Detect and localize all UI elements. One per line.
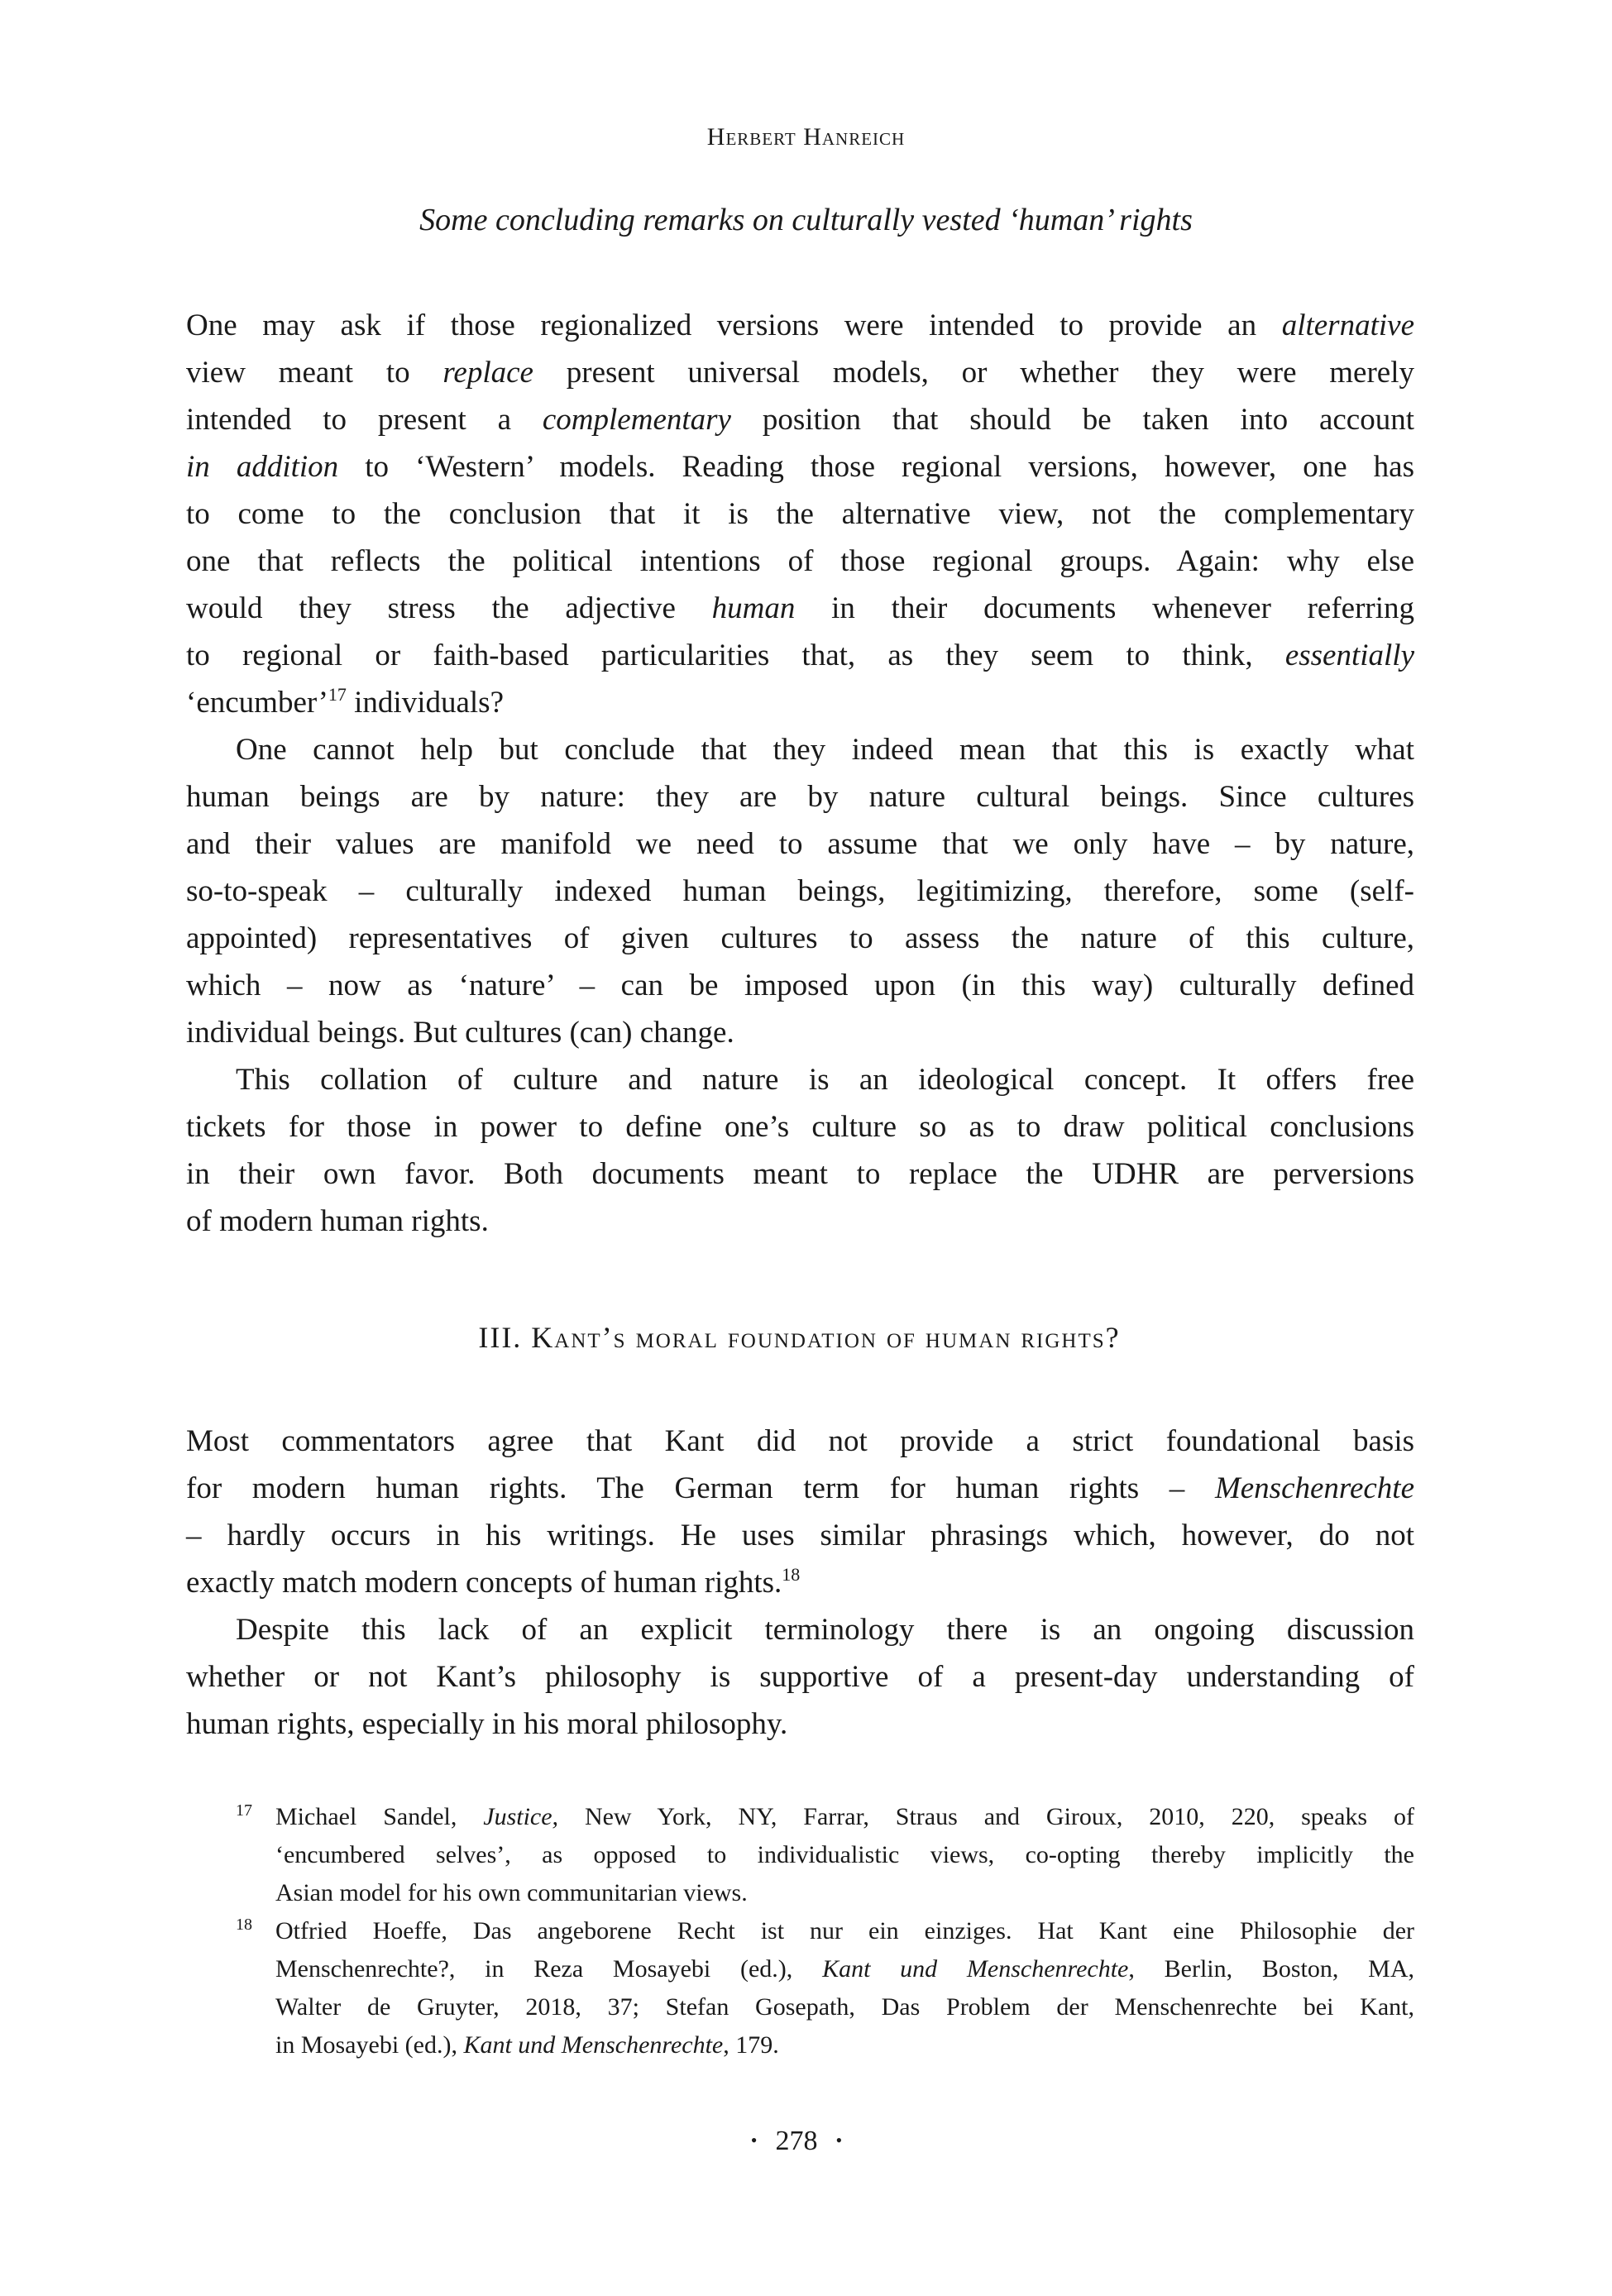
text-line: human beings are by nature: they are by nature cultural beings. Since cultures <box>186 780 1414 814</box>
text-line: One cannot help but conclude that they indeed mean that this is exactly what <box>236 733 1414 767</box>
paragraph <box>186 302 1414 726</box>
text-line: exactly match modern concepts of human rights.$^{18}$ <box>186 1564 801 1600</box>
text-line: appointed) representatives of given cultures to assess the nature of this culture, <box>186 921 1414 955</box>
section-heading: III. Kant’s moral foundation of human rights? <box>478 1321 1121 1354</box>
text-line: so-to-speak – culturally indexed human beings, legitimizing, therefore, some (self- <box>186 874 1414 908</box>
footnote <box>236 1798 1414 1912</box>
section1-body <box>186 302 1414 1245</box>
emphasis: replace <box>442 356 533 390</box>
emphasis: Kant und Menschenrechte <box>822 1955 1129 1983</box>
footnote-number: 18 <box>236 1916 252 1934</box>
text-line: Otfried Hoeffe, Das angeborene Recht ist nur ein einziges. Hat Kant eine Philosophie der <box>275 1917 1414 1944</box>
text-line: and their values are manifold we need to assume that we only have – by nature, <box>186 827 1414 861</box>
text-line: Asian model for his own communitarian views. <box>275 1879 748 1906</box>
text-line: to come to the conclusion that it is the alternative view, not the complementary <box>186 497 1414 531</box>
text-line: Despite this lack of an explicit terminology there is an ongoing discussion <box>236 1613 1414 1647</box>
text-line: of modern human rights. <box>186 1204 489 1238</box>
text-line: Most commentators agree that Kant did not provide a strict foundational basis <box>186 1424 1414 1458</box>
footnote-number: 17 <box>236 1801 252 1820</box>
paragraph <box>186 726 1414 1056</box>
bullet-ornament-icon: • <box>750 2130 758 2150</box>
footnotes <box>236 1798 1414 2064</box>
emphasis: Menschenrechte <box>1214 1471 1414 1505</box>
text-line: Michael Sandel, Justice, New York, NY, Farrar, Straus and Giroux, 2010, 220, speaks of <box>275 1803 1414 1830</box>
text-line: individual beings. But cultures (can) change. <box>186 1016 734 1050</box>
emphasis: in addition <box>186 450 339 484</box>
paragraph <box>186 1606 1414 1748</box>
section2-body <box>186 1418 1414 1748</box>
emphasis: complementary <box>542 403 731 437</box>
text-line: to regional or faith-based particularities that, as they seem to think, essentially <box>186 639 1414 672</box>
emphasis: Justice, <box>483 1803 559 1830</box>
text-line: in Mosayebi (ed.), Kant und Menschenrechte, 179. <box>275 2031 779 2059</box>
footnote-text <box>275 1912 1414 2064</box>
footnote-text <box>275 1798 1414 1912</box>
text-line: view meant to replace present universal models, or whether they were merely <box>186 356 1414 390</box>
text-line: for modern human rights. The German term for human rights – Menschenrechte <box>186 1471 1414 1505</box>
text-line: in their own favor. Both documents meant to replace the UDHR are perversions <box>186 1157 1414 1191</box>
bullet-ornament-icon: • <box>835 2130 843 2150</box>
emphasis: essentially <box>1284 639 1414 672</box>
text-line: whether or not Kant’s philosophy is supportive of a present-day understanding of <box>186 1660 1414 1694</box>
text-line: intended to present a complementary position that should be taken into account <box>186 403 1414 437</box>
text-line: ‘encumbered selves’, as opposed to individualistic views, co-opting thereby implicitly the <box>275 1841 1414 1868</box>
footnote-reference[interactable]: 18 <box>782 1564 801 1585</box>
emphasis: human <box>711 591 796 625</box>
text-line: human rights, especially in his moral philosophy. <box>186 1707 788 1741</box>
text-line: one that reflects the political intentions of those regional groups. Again: why else <box>186 544 1414 578</box>
paragraph <box>186 1056 1414 1245</box>
text-line: would they stress the adjective human in their documents whenever referring <box>186 591 1414 625</box>
page-number: 278 <box>775 2126 818 2156</box>
emphasis: alternative <box>1281 309 1414 342</box>
text-line: One may ask if those regionalized versions were intended to provide an alternative <box>186 309 1414 342</box>
paragraph <box>186 1418 1414 1606</box>
text-line: which – now as ‘nature’ – can be imposed upon (in this way) culturally defined <box>186 969 1414 1002</box>
text-line: Menschenrechte?, in Reza Mosayebi (ed.), Kant und Menschenrechte, Berlin, Boston, MA, <box>275 1955 1414 1983</box>
text-line: This collation of culture and nature is an ideological concept. It offers free <box>236 1063 1414 1097</box>
text-line: tickets for those in power to define one’s culture so as to draw political conclusions <box>186 1110 1414 1144</box>
footnote <box>236 1912 1414 2064</box>
emphasis: Kant und Menschenrechte <box>463 2031 724 2059</box>
text-line: in addition to ‘Western’ models. Reading those regional versions, however, one has <box>186 450 1414 484</box>
text-line: Walter de Gruyter, 2018, 37; Stefan Gosepath, Das Problem der Menschenrechte bei Kant, <box>275 1993 1414 2021</box>
text-line: – hardly occurs in his writings. He uses similar phrasings which, however, do not <box>186 1519 1414 1552</box>
running-head-author: Herbert Hanreich <box>706 123 906 151</box>
page-folio <box>0 2122 1593 2160</box>
footnote-reference[interactable]: 17 <box>328 684 347 705</box>
text-line: ‘encumber’$^{17}$ individuals? <box>186 684 505 720</box>
section-subtitle: Some concluding remarks on culturally vested ‘human’ rights <box>419 203 1193 237</box>
